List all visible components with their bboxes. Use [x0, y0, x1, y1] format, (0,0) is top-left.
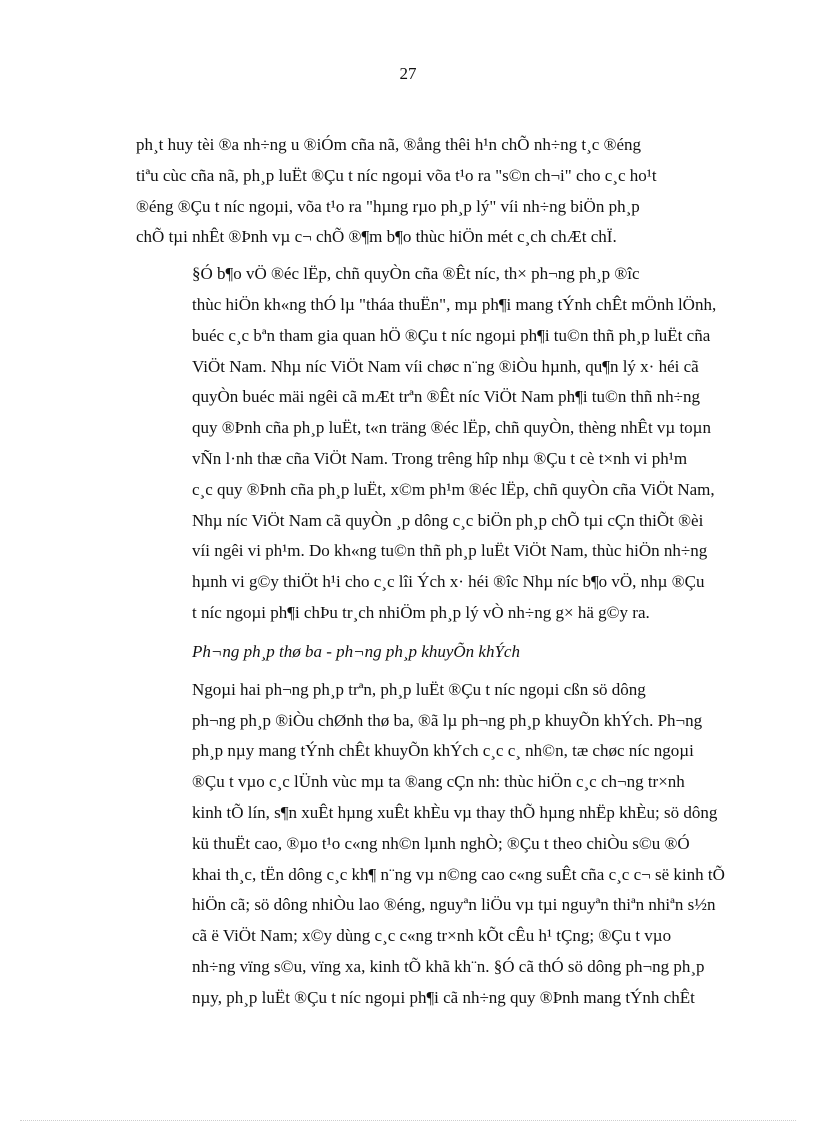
text-line: vÑn l·nh thæ cña ViÖt Nam. Trong trêng hîp nhµ ®Çu t cè t×nh vi ph¹m	[192, 448, 688, 468]
text-line: ®éng ®Çu t níc ngoµi, võa t¹o ra "hµng rµo ph¸p lý" víi nh÷ng biÖn ph¸p	[136, 196, 640, 216]
page-number: 27	[399, 64, 417, 83]
document-body	[136, 130, 738, 1014]
text-line: c¸c quy ®Þnh cña ph¸p luËt, x©m ph¹m ®éc lËp, chñ quyÒn cña ViÖt Nam,	[192, 479, 715, 499]
text-line: ®Çu t vµo c¸c lÜnh vùc mµ ta ®ang cÇn nh: thùc hiÖn c¸c ch¬ng tr×nh	[192, 772, 685, 792]
paragraphs-after-heading	[136, 675, 738, 1014]
text-line: chÕ tµi nhÊt ®Þnh vµ c¬ chÕ ®¶m b¶o thùc hiÖn mét c¸ch chÆt chÏ.	[136, 227, 617, 247]
text-line: ph¬ng ph¸p ®iÒu chØnh thø ba, ®ã lµ ph¬ng ph¸p khuyÕn khÝch. Ph¬ng	[192, 710, 703, 730]
text-line: víi ngêi vi ph¹m. Do kh«ng tu©n thñ ph¸p luËt ViÖt Nam, thùc hiÖn nh÷ng	[192, 541, 708, 561]
paragraph	[136, 259, 738, 629]
text-line: ViÖt Nam. Nhµ níc ViÖt Nam víi chøc n¨ng ®iÒu hµnh, qu¶n lý x· héi cã	[192, 356, 699, 376]
paragraphs-before-heading	[136, 130, 738, 629]
text-line: cã ë ViÖt Nam; x©y dùng c¸c c«ng tr×nh kÕt cÊu h¹ tÇng; ®Çu t vµo	[192, 926, 672, 946]
text-line: quyÒn buéc mäi ngêi cã mÆt trªn ®Êt níc ViÖt Nam ph¶i tu©n thñ nh÷ng	[192, 387, 700, 407]
text-line: khai th¸c, tËn dông c¸c kh¶ n¨ng vµ n©ng cao c«ng suÊt cña c¸c c¬ së kinh tÕ	[192, 864, 725, 884]
text-line: Nhµ níc ViÖt Nam cã quyÒn ¸p dông c¸c biÖn ph¸p chÕ tµi cÇn thiÕt ®èi	[192, 510, 704, 530]
text-line: kü thuËt cao, ®µo t¹o c«ng nh©n lµnh nghÒ; ®Çu t theo chiÒu s©u ®Ó	[192, 833, 690, 853]
text-line: buéc c¸c bªn tham gia quan hÖ ®Çu t níc ngoµi ph¶i tu©n thñ ph¸p luËt cña	[192, 325, 711, 345]
paragraph	[136, 675, 738, 1014]
text-line: tiªu cùc cña nã, ph¸p luËt ®Çu t níc ngoµi võa t¹o ra "s©n ch¬i" cho c¸c ho¹t	[136, 165, 657, 185]
text-line: ph¸t huy tèi ®a nh÷ng u ®iÓm cña nã, ®ång thêi h¹n chÕ nh÷ng t¸c ®éng	[136, 135, 642, 154]
text-line: kinh tÕ lín, s¶n xuÊt hµng xuÊt khÈu vµ thay thÕ hµng nhËp khÈu; sö dông	[192, 802, 718, 822]
text-line: §Ó b¶o vÖ ®éc lËp, chñ quyÒn cña ®Êt níc, th× ph¬ng ph¸p ®îc	[192, 264, 640, 284]
page-bottom-divider	[20, 1120, 796, 1121]
text-line: t níc ngoµi ph¶i chÞu tr¸ch nhiÖm ph¸p lý vÒ nh÷ng g× hä g©y ra.	[192, 602, 650, 622]
text-line: nh÷ng vïng s©u, vïng xa, kinh tÕ khã kh¨n. §Ó cã thÓ sö dông ph¬ng ph¸p	[192, 956, 705, 976]
section-heading: Ph¬ng ph¸p thø ba - ph¬ng ph¸p khuyÕn khÝch	[192, 641, 520, 661]
text-line: ph¸p nµy mang tÝnh chÊt khuyÕn khÝch c¸c c¸ nh©n, tæ chøc níc ngoµi	[192, 741, 694, 761]
text-line: hiÖn cã; sö dông nhiÒu lao ®éng, nguyªn liÖu vµ tµi nguyªn thiªn nhiªn s½n	[192, 895, 716, 915]
text-line: thùc hiÖn kh«ng thÓ lµ "tháa thuËn", mµ ph¶i mang tÝnh chÊt mÖnh lÖnh,	[192, 294, 717, 314]
text-line: quy ®Þnh cña ph¸p luËt, t«n träng ®éc lËp, chñ quyÒn, thèng nhÊt vµ toµn	[192, 418, 711, 438]
text-line: hµnh vi g©y thiÖt h¹i cho c¸c lîi Ých x· héi ®îc Nhµ níc b¶o vÖ, nhµ ®Çu	[192, 572, 705, 592]
text-line: nµy, ph¸p luËt ®Çu t níc ngoµi ph¶i cã nh÷ng quy ®Þnh mang tÝnh chÊt	[192, 987, 695, 1007]
paragraph	[136, 130, 738, 253]
text-line: Ngoµi hai ph¬ng ph¸p trªn, ph¸p luËt ®Çu t níc ngoµi cßn sö dông	[192, 679, 646, 699]
